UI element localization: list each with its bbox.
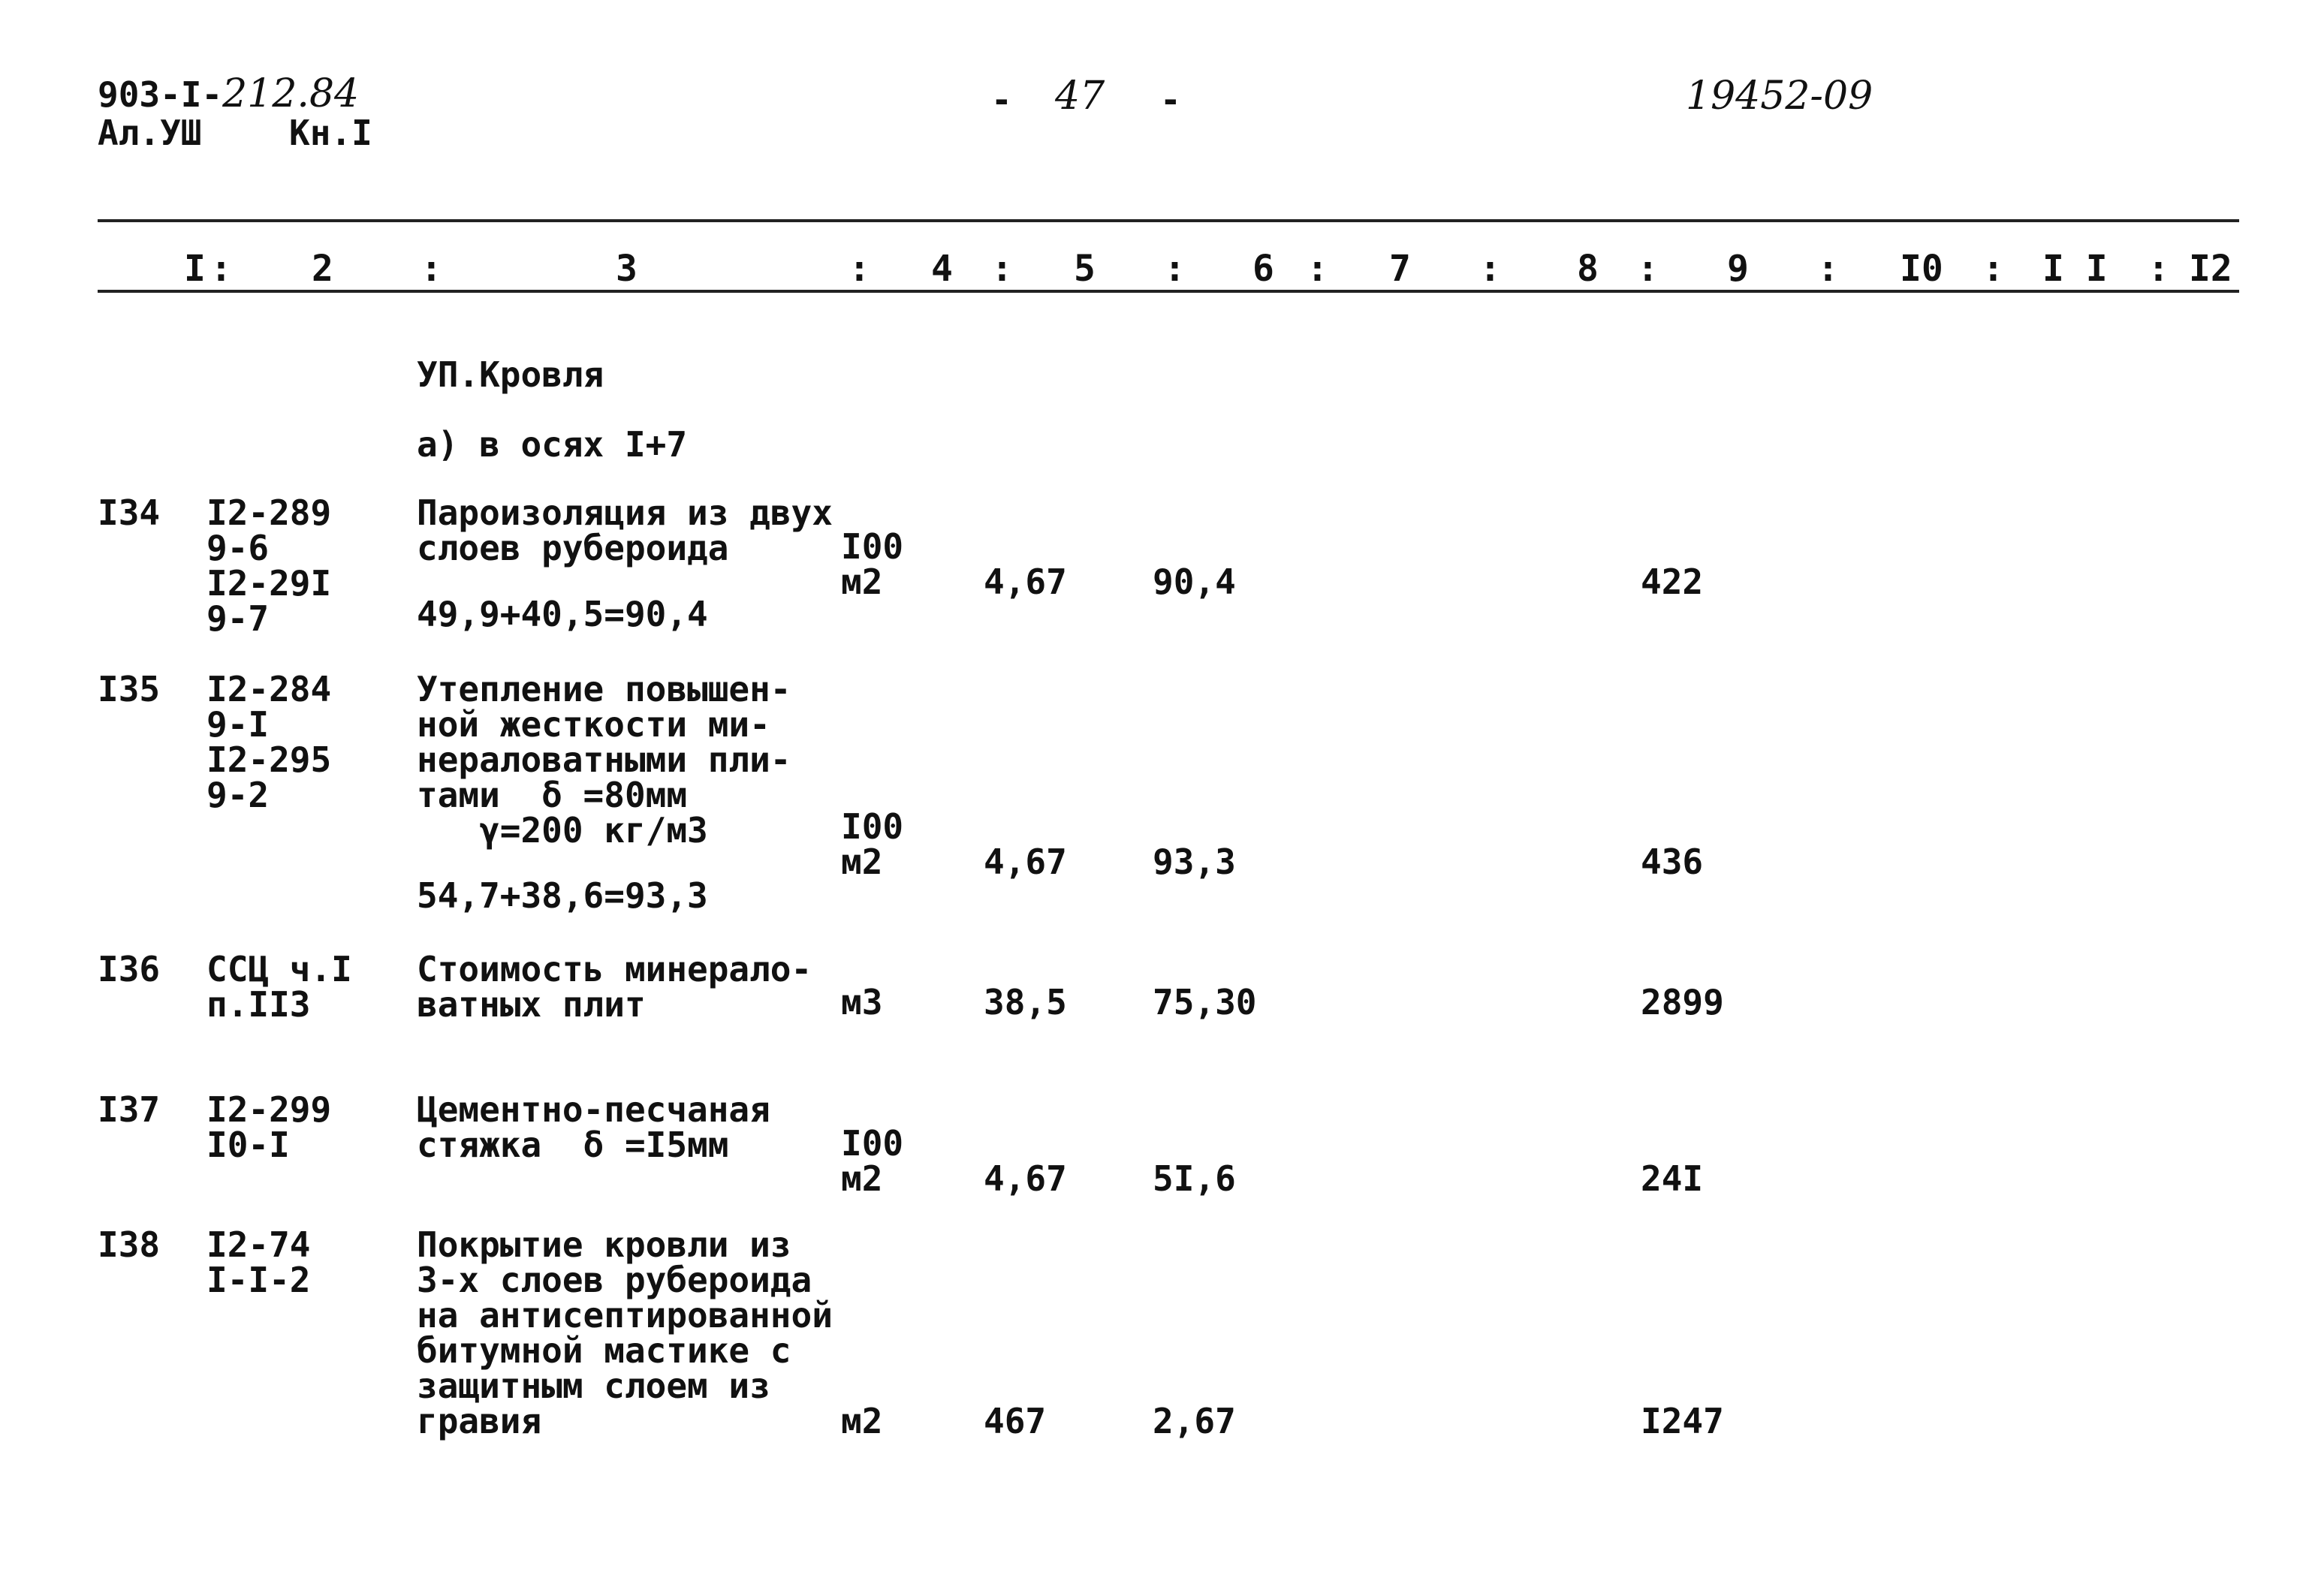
row-codes: I2-299 I0-I	[206, 1089, 332, 1165]
row-unit: I00 м2	[841, 526, 904, 602]
row-quantity: 4,67	[984, 562, 1067, 602]
row-codes: I2-284 9-I I2-295 9-2	[206, 669, 332, 815]
row-unit: I00 м2	[841, 806, 904, 882]
row-total: 422	[1641, 562, 1704, 602]
code-prefix: 903-I-	[98, 74, 223, 115]
row-total: 436	[1641, 842, 1704, 882]
row-description: Пароизоляция из двух слоев рубероида	[417, 492, 833, 568]
row-number: I36	[98, 949, 161, 989]
col-sep-7: :	[1479, 248, 1501, 290]
section-title: УП.Кровля	[417, 354, 604, 395]
row-unit: м2	[841, 1401, 883, 1441]
table-header-rule	[98, 290, 2239, 293]
row-quantity: 4,67	[984, 842, 1067, 882]
row-price: 5I,6	[1153, 1158, 1236, 1199]
col-sep-10: :	[1982, 248, 2004, 290]
row-quantity: 467	[984, 1401, 1047, 1441]
col-num-2: 2	[312, 248, 333, 290]
col-num-5: 5	[1074, 248, 1096, 290]
book-label: Кн.I	[289, 113, 372, 153]
row-number: I37	[98, 1089, 161, 1130]
album-label: Ал.УШ	[98, 113, 202, 153]
row-quantity: 38,5	[984, 982, 1067, 1022]
row-price: 2,67	[1153, 1401, 1236, 1441]
col-sep-2: :	[421, 248, 442, 290]
col-num-10: I0	[1900, 248, 1943, 290]
page-dash-right: -	[1160, 80, 1181, 120]
col-sep-11: :	[2148, 248, 2169, 290]
col-num-8: 8	[1577, 248, 1599, 290]
row-price: 93,3	[1153, 842, 1236, 882]
row-number: I38	[98, 1224, 161, 1265]
col-num-1: I	[184, 248, 206, 290]
col-sep-3: :	[849, 248, 870, 290]
col-num-6: 6	[1252, 248, 1274, 290]
row-price: 90,4	[1153, 562, 1236, 602]
col-sep-6: :	[1307, 248, 1328, 290]
row-codes: I2-74 I-I-2	[206, 1224, 311, 1300]
row-codes: ССЦ ч.I п.II3	[206, 949, 352, 1025]
col-num-7: 7	[1389, 248, 1411, 290]
row-description: Утепление повышен- ной жесткости ми- нераловатными пли- тами δ =80мм γ=200 кг/м3	[417, 669, 791, 851]
row-total: I247	[1641, 1401, 1724, 1441]
row-quantity: 4,67	[984, 1158, 1067, 1199]
row-calculation: 54,7+38,6=93,3	[417, 875, 708, 916]
page-number: 47	[1055, 74, 1105, 119]
col-sep-1: :	[210, 248, 232, 290]
page-dash-left: -	[991, 80, 1012, 120]
code-handwritten: 212.84	[222, 71, 360, 116]
row-number: I34	[98, 492, 161, 533]
row-description: Покрытие кровли из 3-х слоев рубероида на антисептированной битумной мастике с защитным слоем из гравия	[417, 1224, 833, 1441]
row-codes: I2-289 9-6 I2-29I 9-7	[206, 492, 332, 639]
document-code	[98, 71, 360, 116]
row-total: 2899	[1641, 982, 1724, 1022]
row-unit: м3	[841, 982, 883, 1022]
col-num-12: I2	[2189, 248, 2232, 290]
row-number: I35	[98, 669, 161, 709]
col-num-3: 3	[616, 248, 638, 290]
col-num-4: 4	[931, 248, 953, 290]
row-total: 24I	[1641, 1158, 1704, 1199]
doc-number: 19452-09	[1686, 74, 1873, 119]
row-description: Цементно-песчаная стяжка δ =I5мм	[417, 1089, 770, 1165]
table-top-rule	[98, 219, 2239, 222]
row-description: Стоимость минерало- ватных плит	[417, 949, 812, 1025]
col-sep-4: :	[991, 248, 1013, 290]
col-num-9: 9	[1727, 248, 1749, 290]
section-subtitle: а) в осях I+7	[417, 424, 688, 465]
col-sep-5: :	[1164, 248, 1186, 290]
row-price: 75,30	[1153, 982, 1257, 1022]
col-num-11: I I	[2042, 248, 2108, 290]
col-sep-9: :	[1817, 248, 1839, 290]
col-sep-8: :	[1637, 248, 1659, 290]
row-calculation: 49,9+40,5=90,4	[417, 594, 708, 634]
row-unit: I00 м2	[841, 1123, 904, 1199]
